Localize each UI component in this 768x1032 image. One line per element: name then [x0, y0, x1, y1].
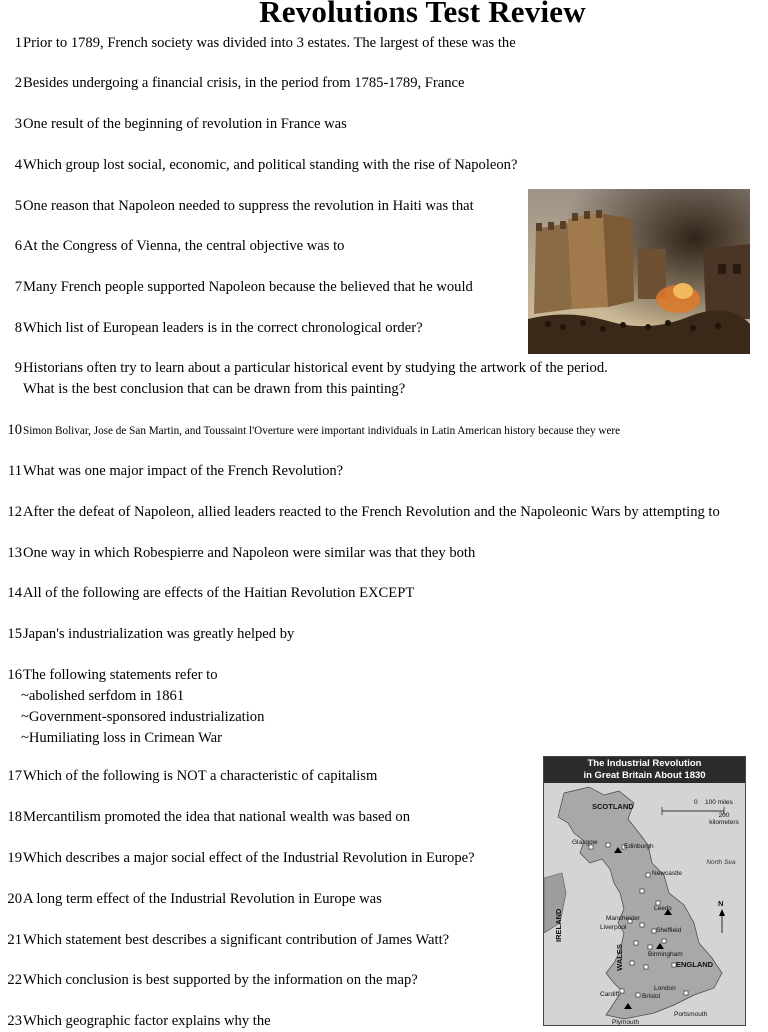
question-number: 2 — [14, 75, 22, 91]
question-4 — [0, 155, 517, 176]
question-number: 1 — [14, 35, 22, 51]
question-16 — [0, 665, 264, 749]
map-label-wales: WALES — [614, 944, 624, 971]
question-9 — [0, 358, 608, 400]
question-text: Which of the following is NOT a characteristic of capitalism — [23, 768, 378, 784]
question-number: 7 — [14, 279, 22, 295]
map-label-scotland: SCOTLAND — [592, 802, 634, 811]
question-13 — [0, 543, 475, 564]
map-label-leeds: Leeds — [654, 905, 672, 912]
question-text: All of the following are effects of the Haitian Revolution EXCEPT — [23, 585, 415, 601]
question-text: Besides undergoing a financial crisis, in the period from 1785-1789, France — [23, 75, 465, 91]
question-11 — [0, 461, 343, 482]
question-18 — [0, 807, 410, 828]
map-label-manchester: Manchester — [606, 915, 640, 922]
map-label-newcastle: Newcastle — [652, 870, 682, 877]
question-text: A long term effect of the Industrial Revolution in Europe was — [23, 891, 382, 907]
question-text: What was one major impact of the French Revolution? — [23, 463, 344, 479]
map-label-north-sea: North Sea — [706, 859, 736, 866]
question-number: 8 — [14, 320, 22, 336]
question-text: One reason that Napoleon needed to suppress the revolution in Haiti was that — [23, 198, 474, 214]
question-number: 5 — [14, 198, 22, 214]
question-number: 9 — [14, 360, 22, 376]
map-title — [544, 757, 745, 784]
question-text: Mercantilism promoted the idea that national wealth was based on — [23, 809, 411, 825]
question-number: 21 — [7, 932, 22, 948]
question-number: 15 — [7, 626, 22, 642]
map-title-line2: in Great Britain About 1830 — [583, 770, 706, 781]
question-number: 22 — [7, 972, 22, 988]
question-20 — [0, 889, 382, 910]
question-text: Which list of European leaders is in the correct chronological order? — [23, 320, 423, 336]
map-title-line1: The Industrial Revolution — [587, 758, 702, 769]
question-text: Which statement best describes a significant contribution of James Watt? — [23, 932, 450, 948]
question-text: The following statements refer to — [23, 667, 218, 683]
map-label-sheffield: Sheffield — [656, 927, 682, 934]
question-text: After the defeat of Napoleon, allied leaders reacted to the French Revolution and the Napoleonic Wars by attempting to — [23, 504, 720, 520]
question-number: 19 — [7, 850, 22, 866]
statement-line: ~Humiliating loss in Crimean War — [21, 730, 223, 746]
page-title: Revolutions Test Review — [259, 0, 586, 29]
question-text: Which geographic factor explains why the — [23, 1013, 271, 1029]
map-label-bristol: Bristol — [642, 993, 661, 1000]
question-text: Which describes a major social effect of the Industrial Revolution in Europe? — [23, 850, 475, 866]
question-number: 12 — [7, 504, 22, 520]
statement-line: ~abolished serfdom in 1861 — [21, 688, 185, 704]
question-text: One way in which Robespierre and Napoleon were similar was that they both — [23, 545, 476, 561]
question-17 — [0, 766, 377, 787]
question-text: At the Congress of Vienna, the central objective was to — [23, 238, 345, 254]
question-text: Prior to 1789, French society was divided into 3 estates. The largest of these was the — [23, 35, 516, 51]
map-scale-zero: 0 — [694, 799, 698, 806]
question-2 — [0, 73, 465, 94]
question-number: 17 — [7, 768, 22, 784]
map-label-liverpool: Liverpool — [600, 924, 627, 931]
map-label-england: ENGLAND — [676, 960, 714, 969]
question-number: 14 — [7, 585, 22, 601]
industrial-revolution-map — [543, 756, 746, 1026]
map-scale-km: 200 kilometers — [709, 812, 739, 826]
question-12 — [0, 502, 720, 523]
question-14 — [0, 583, 414, 604]
map-label-ireland: IRELAND — [554, 908, 563, 942]
question-text: Many French people supported Napoleon because the believed that he would — [23, 279, 473, 295]
question-10 — [0, 420, 620, 442]
statement-line: ~Government-sponsored industrialization — [21, 709, 265, 725]
map-label-london: London — [654, 985, 676, 992]
question-number: 3 — [14, 116, 22, 132]
map-label-birmingham: Birmingham — [648, 951, 683, 958]
question-text: Simon Bolivar, Jose de San Martin, and Toussaint l'Overture were important individuals in Latin American history because they were — [23, 425, 621, 437]
map-label-plymouth: Plymouth — [612, 1019, 640, 1026]
question-1 — [0, 33, 516, 54]
question-21 — [0, 930, 449, 951]
question-text: Which group lost social, economic, and political standing with the rise of Napoleon? — [23, 157, 518, 173]
map-scale-miles: 100 miles — [705, 799, 733, 806]
question-number: 20 — [7, 891, 22, 907]
question-number: 18 — [7, 809, 22, 825]
question-text: One result of the beginning of revolution in France was — [23, 116, 347, 132]
map-label-cardiff: Cardiff — [600, 991, 620, 998]
question-text: Japan's industrialization was greatly helped by — [23, 626, 295, 642]
question-text: Historians often try to learn about a particular historical event by studying the artwork of the period. — [23, 360, 608, 376]
question-number: 6 — [14, 238, 22, 254]
question-number: 11 — [7, 463, 22, 479]
question-number: 23 — [7, 1013, 22, 1029]
map-label-glasgow: Glasgow — [572, 839, 598, 846]
question-15 — [0, 624, 294, 645]
question-6 — [0, 236, 344, 257]
question-number: 13 — [7, 545, 22, 561]
question-22 — [0, 970, 418, 991]
painting-art — [528, 189, 750, 354]
map-label-edinburgh: Edinburgh — [624, 843, 654, 850]
question-7 — [0, 277, 473, 298]
question-text-continued: What is the best conclusion that can be drawn from this painting? — [23, 381, 406, 397]
question-number: 16 — [7, 667, 22, 683]
bastille-painting — [528, 189, 750, 354]
question-8 — [0, 318, 423, 339]
question-5 — [0, 196, 474, 217]
map-label-portsmouth: Portsmouth — [674, 1011, 708, 1018]
question-19 — [0, 848, 475, 869]
question-23 — [0, 1011, 271, 1032]
question-3 — [0, 114, 347, 135]
question-number: 10 — [7, 422, 22, 438]
question-number: 4 — [14, 157, 22, 173]
map-north-arrow-label: N — [718, 899, 724, 908]
question-text: Which conclusion is best supported by the information on the map? — [23, 972, 418, 988]
